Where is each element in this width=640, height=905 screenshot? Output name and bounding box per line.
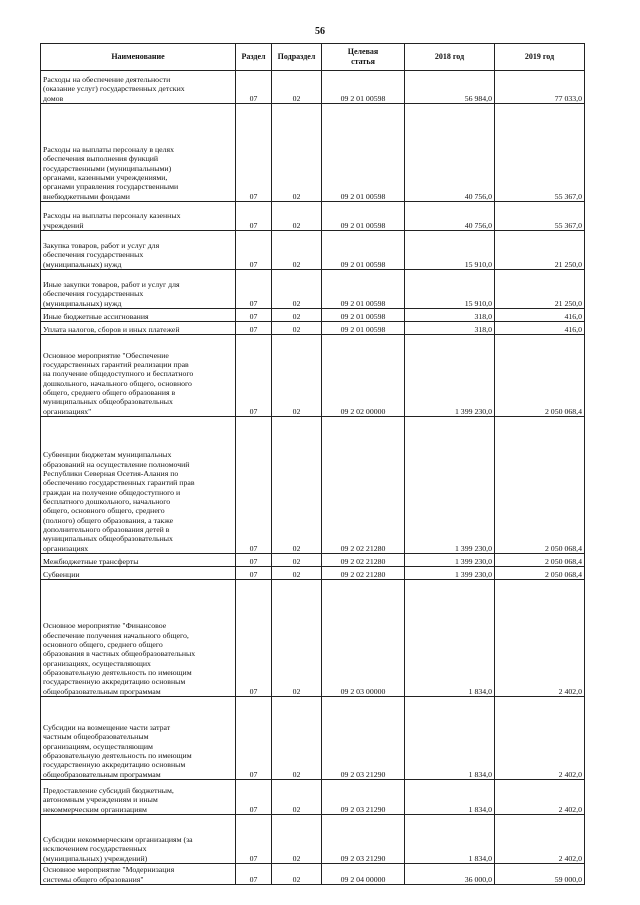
row-2018-cell: 15 910,0 bbox=[405, 270, 495, 309]
row-name-cell: Субвенции bbox=[41, 567, 236, 580]
table-row bbox=[41, 71, 585, 104]
row-section-cell: 07 bbox=[236, 231, 272, 270]
row-target-cell: 09 2 01 00598 bbox=[322, 71, 405, 104]
table-row bbox=[41, 567, 585, 580]
row-2018-cell: 1 399 230,0 bbox=[405, 554, 495, 567]
row-2018-cell: 1 834,0 bbox=[405, 580, 495, 697]
row-2019-cell: 2 050 068,4 bbox=[495, 554, 585, 567]
row-target-cell: 09 2 01 00598 bbox=[322, 270, 405, 309]
row-2018-cell: 56 984,0 bbox=[405, 71, 495, 104]
row-name-cell: Расходы на выплаты персоналу в целях обеспечения выполнения функций государственными (муниципальными) органами, казенными учреждениями, органами управления государственными внебюджетными фондами bbox=[41, 104, 236, 202]
row-section-cell: 07 bbox=[236, 71, 272, 104]
header-2018: 2018 год bbox=[405, 44, 495, 71]
row-target-cell: 09 2 03 00000 bbox=[322, 580, 405, 697]
row-2019-cell: 2 402,0 bbox=[495, 815, 585, 864]
row-subsection-cell: 02 bbox=[272, 580, 322, 697]
row-subsection-cell: 02 bbox=[272, 322, 322, 335]
row-name-cell: Основное мероприятие "Обеспечение государственных гарантий реализации прав на получение общедоступного и бесплатного дошкольного, начального общего, основного общего, среднего общего образования в муниципальных общеобразовательных организациях" bbox=[41, 335, 236, 417]
row-subsection-cell: 02 bbox=[272, 554, 322, 567]
row-section-cell: 07 bbox=[236, 815, 272, 864]
row-subsection-cell: 02 bbox=[272, 309, 322, 322]
row-target-cell: 09 2 02 21280 bbox=[322, 554, 405, 567]
row-2018-cell: 318,0 bbox=[405, 309, 495, 322]
row-2018-cell: 40 756,0 bbox=[405, 202, 495, 231]
row-name-cell: Иные закупки товаров, работ и услуг для обеспечения государственных (муниципальных) нужд bbox=[41, 270, 236, 309]
row-name-cell: Расходы на обеспечение деятельности (оказание услуг) государственных детских домов bbox=[41, 71, 236, 104]
row-subsection-cell: 02 bbox=[272, 864, 322, 885]
row-target-cell: 09 2 02 00000 bbox=[322, 335, 405, 417]
row-name-cell: Субсидии на возмещение части затрат частным общеобразовательным организациям, осуществляющим образовательную деятельность по имеющим государственную аккредитацию основным общеобразовательным программам bbox=[41, 697, 236, 780]
row-2019-cell: 2 050 068,4 bbox=[495, 335, 585, 417]
table-row bbox=[41, 104, 585, 202]
row-section-cell: 07 bbox=[236, 202, 272, 231]
row-section-cell: 07 bbox=[236, 309, 272, 322]
table-row bbox=[41, 202, 585, 231]
row-name-cell: Предоставление субсидий бюджетным, автономным учреждениям и иным некоммерческим организациям bbox=[41, 780, 236, 815]
row-target-cell: 09 2 02 21280 bbox=[322, 417, 405, 554]
row-subsection-cell: 02 bbox=[272, 780, 322, 815]
row-target-cell: 09 2 04 00000 bbox=[322, 864, 405, 885]
table-row bbox=[41, 270, 585, 309]
row-name-cell: Основное мероприятие "Финансовое обеспечение получения начального общего, основного общего, среднего общего образования в частных общеобразовательных организациях, осуществляющих образовательную деятельность по имеющим государственную аккредитацию основным общеобразовательным программам bbox=[41, 580, 236, 697]
row-2019-cell: 416,0 bbox=[495, 322, 585, 335]
row-section-cell: 07 bbox=[236, 567, 272, 580]
row-name-cell: Закупка товаров, работ и услуг для обеспечения государственных (муниципальных) нужд bbox=[41, 231, 236, 270]
row-target-cell: 09 2 01 00598 bbox=[322, 104, 405, 202]
row-2018-cell: 1 399 230,0 bbox=[405, 335, 495, 417]
budget-table bbox=[40, 43, 585, 885]
row-name-cell: Расходы на выплаты персоналу казенных учреждений bbox=[41, 202, 236, 231]
row-name-cell: Уплата налогов, сборов и иных платежей bbox=[41, 322, 236, 335]
row-subsection-cell: 02 bbox=[272, 71, 322, 104]
row-target-cell: 09 2 02 21280 bbox=[322, 567, 405, 580]
table-row bbox=[41, 780, 585, 815]
row-name-cell: Межбюджетные трансферты bbox=[41, 554, 236, 567]
row-subsection-cell: 02 bbox=[272, 567, 322, 580]
row-2018-cell: 1 399 230,0 bbox=[405, 567, 495, 580]
row-name-cell: Субсидии некоммерческим организациям (за исключением государственных (муниципальных) учреждений) bbox=[41, 815, 236, 864]
row-target-cell: 09 2 01 00598 bbox=[322, 322, 405, 335]
row-section-cell: 07 bbox=[236, 554, 272, 567]
page-number: 56 bbox=[315, 26, 325, 37]
row-subsection-cell: 02 bbox=[272, 417, 322, 554]
row-target-cell: 09 2 03 21290 bbox=[322, 815, 405, 864]
row-2018-cell: 36 000,0 bbox=[405, 864, 495, 885]
header-target: Целевая статья bbox=[322, 44, 405, 71]
row-2018-cell: 40 756,0 bbox=[405, 104, 495, 202]
row-section-cell: 07 bbox=[236, 697, 272, 780]
row-section-cell: 07 bbox=[236, 417, 272, 554]
table-row bbox=[41, 864, 585, 885]
row-2018-cell: 1 399 230,0 bbox=[405, 417, 495, 554]
row-subsection-cell: 02 bbox=[272, 815, 322, 864]
table-header-row bbox=[41, 44, 585, 71]
header-name: Наименование bbox=[41, 44, 236, 71]
table-row bbox=[41, 322, 585, 335]
row-subsection-cell: 02 bbox=[272, 335, 322, 417]
row-name-cell: Иные бюджетные ассигнования bbox=[41, 309, 236, 322]
table-row bbox=[41, 815, 585, 864]
row-section-cell: 07 bbox=[236, 270, 272, 309]
row-subsection-cell: 02 bbox=[272, 202, 322, 231]
row-2019-cell: 55 367,0 bbox=[495, 104, 585, 202]
row-2019-cell: 59 000,0 bbox=[495, 864, 585, 885]
row-subsection-cell: 02 bbox=[272, 270, 322, 309]
row-2019-cell: 2 050 068,4 bbox=[495, 567, 585, 580]
row-section-cell: 07 bbox=[236, 780, 272, 815]
row-2018-cell: 1 834,0 bbox=[405, 697, 495, 780]
row-2018-cell: 1 834,0 bbox=[405, 815, 495, 864]
row-name-cell: Основное мероприятие "Модернизация системы общего образования" bbox=[41, 864, 236, 885]
row-2019-cell: 55 367,0 bbox=[495, 202, 585, 231]
row-2019-cell: 2 402,0 bbox=[495, 697, 585, 780]
row-section-cell: 07 bbox=[236, 864, 272, 885]
row-2018-cell: 15 910,0 bbox=[405, 231, 495, 270]
row-2018-cell: 1 834,0 bbox=[405, 780, 495, 815]
row-2019-cell: 21 250,0 bbox=[495, 270, 585, 309]
table-row bbox=[41, 697, 585, 780]
row-target-cell: 09 2 01 00598 bbox=[322, 309, 405, 322]
table-row bbox=[41, 335, 585, 417]
header-2019: 2019 год bbox=[495, 44, 585, 71]
row-2019-cell: 2 402,0 bbox=[495, 580, 585, 697]
table-row bbox=[41, 309, 585, 322]
header-subsection: Подраздел bbox=[272, 44, 322, 71]
row-subsection-cell: 02 bbox=[272, 697, 322, 780]
row-target-cell: 09 2 03 21290 bbox=[322, 780, 405, 815]
row-target-cell: 09 2 01 00598 bbox=[322, 231, 405, 270]
row-2019-cell: 416,0 bbox=[495, 309, 585, 322]
row-section-cell: 07 bbox=[236, 335, 272, 417]
header-section: Раздел bbox=[236, 44, 272, 71]
table-row bbox=[41, 417, 585, 554]
row-2018-cell: 318,0 bbox=[405, 322, 495, 335]
row-section-cell: 07 bbox=[236, 322, 272, 335]
row-section-cell: 07 bbox=[236, 104, 272, 202]
row-2019-cell: 21 250,0 bbox=[495, 231, 585, 270]
row-2019-cell: 77 033,0 bbox=[495, 71, 585, 104]
row-section-cell: 07 bbox=[236, 580, 272, 697]
row-subsection-cell: 02 bbox=[272, 104, 322, 202]
row-target-cell: 09 2 01 00598 bbox=[322, 202, 405, 231]
table-row bbox=[41, 231, 585, 270]
row-2019-cell: 2 050 068,4 bbox=[495, 417, 585, 554]
table-row bbox=[41, 580, 585, 697]
row-2019-cell: 2 402,0 bbox=[495, 780, 585, 815]
row-name-cell: Субвенции бюджетам муниципальных образований на осуществление полномочий Республики Северная Осетия-Алания по обеспечению государственных гарантий прав граждан на получение общедоступного и бесплатного дошкольного, начального общего, основного общего, среднего (полного) общего образования, а также дополнительного образования детей в муниципальных общеобразовательных организациях bbox=[41, 417, 236, 554]
row-target-cell: 09 2 03 21290 bbox=[322, 697, 405, 780]
table-row bbox=[41, 554, 585, 567]
row-subsection-cell: 02 bbox=[272, 231, 322, 270]
